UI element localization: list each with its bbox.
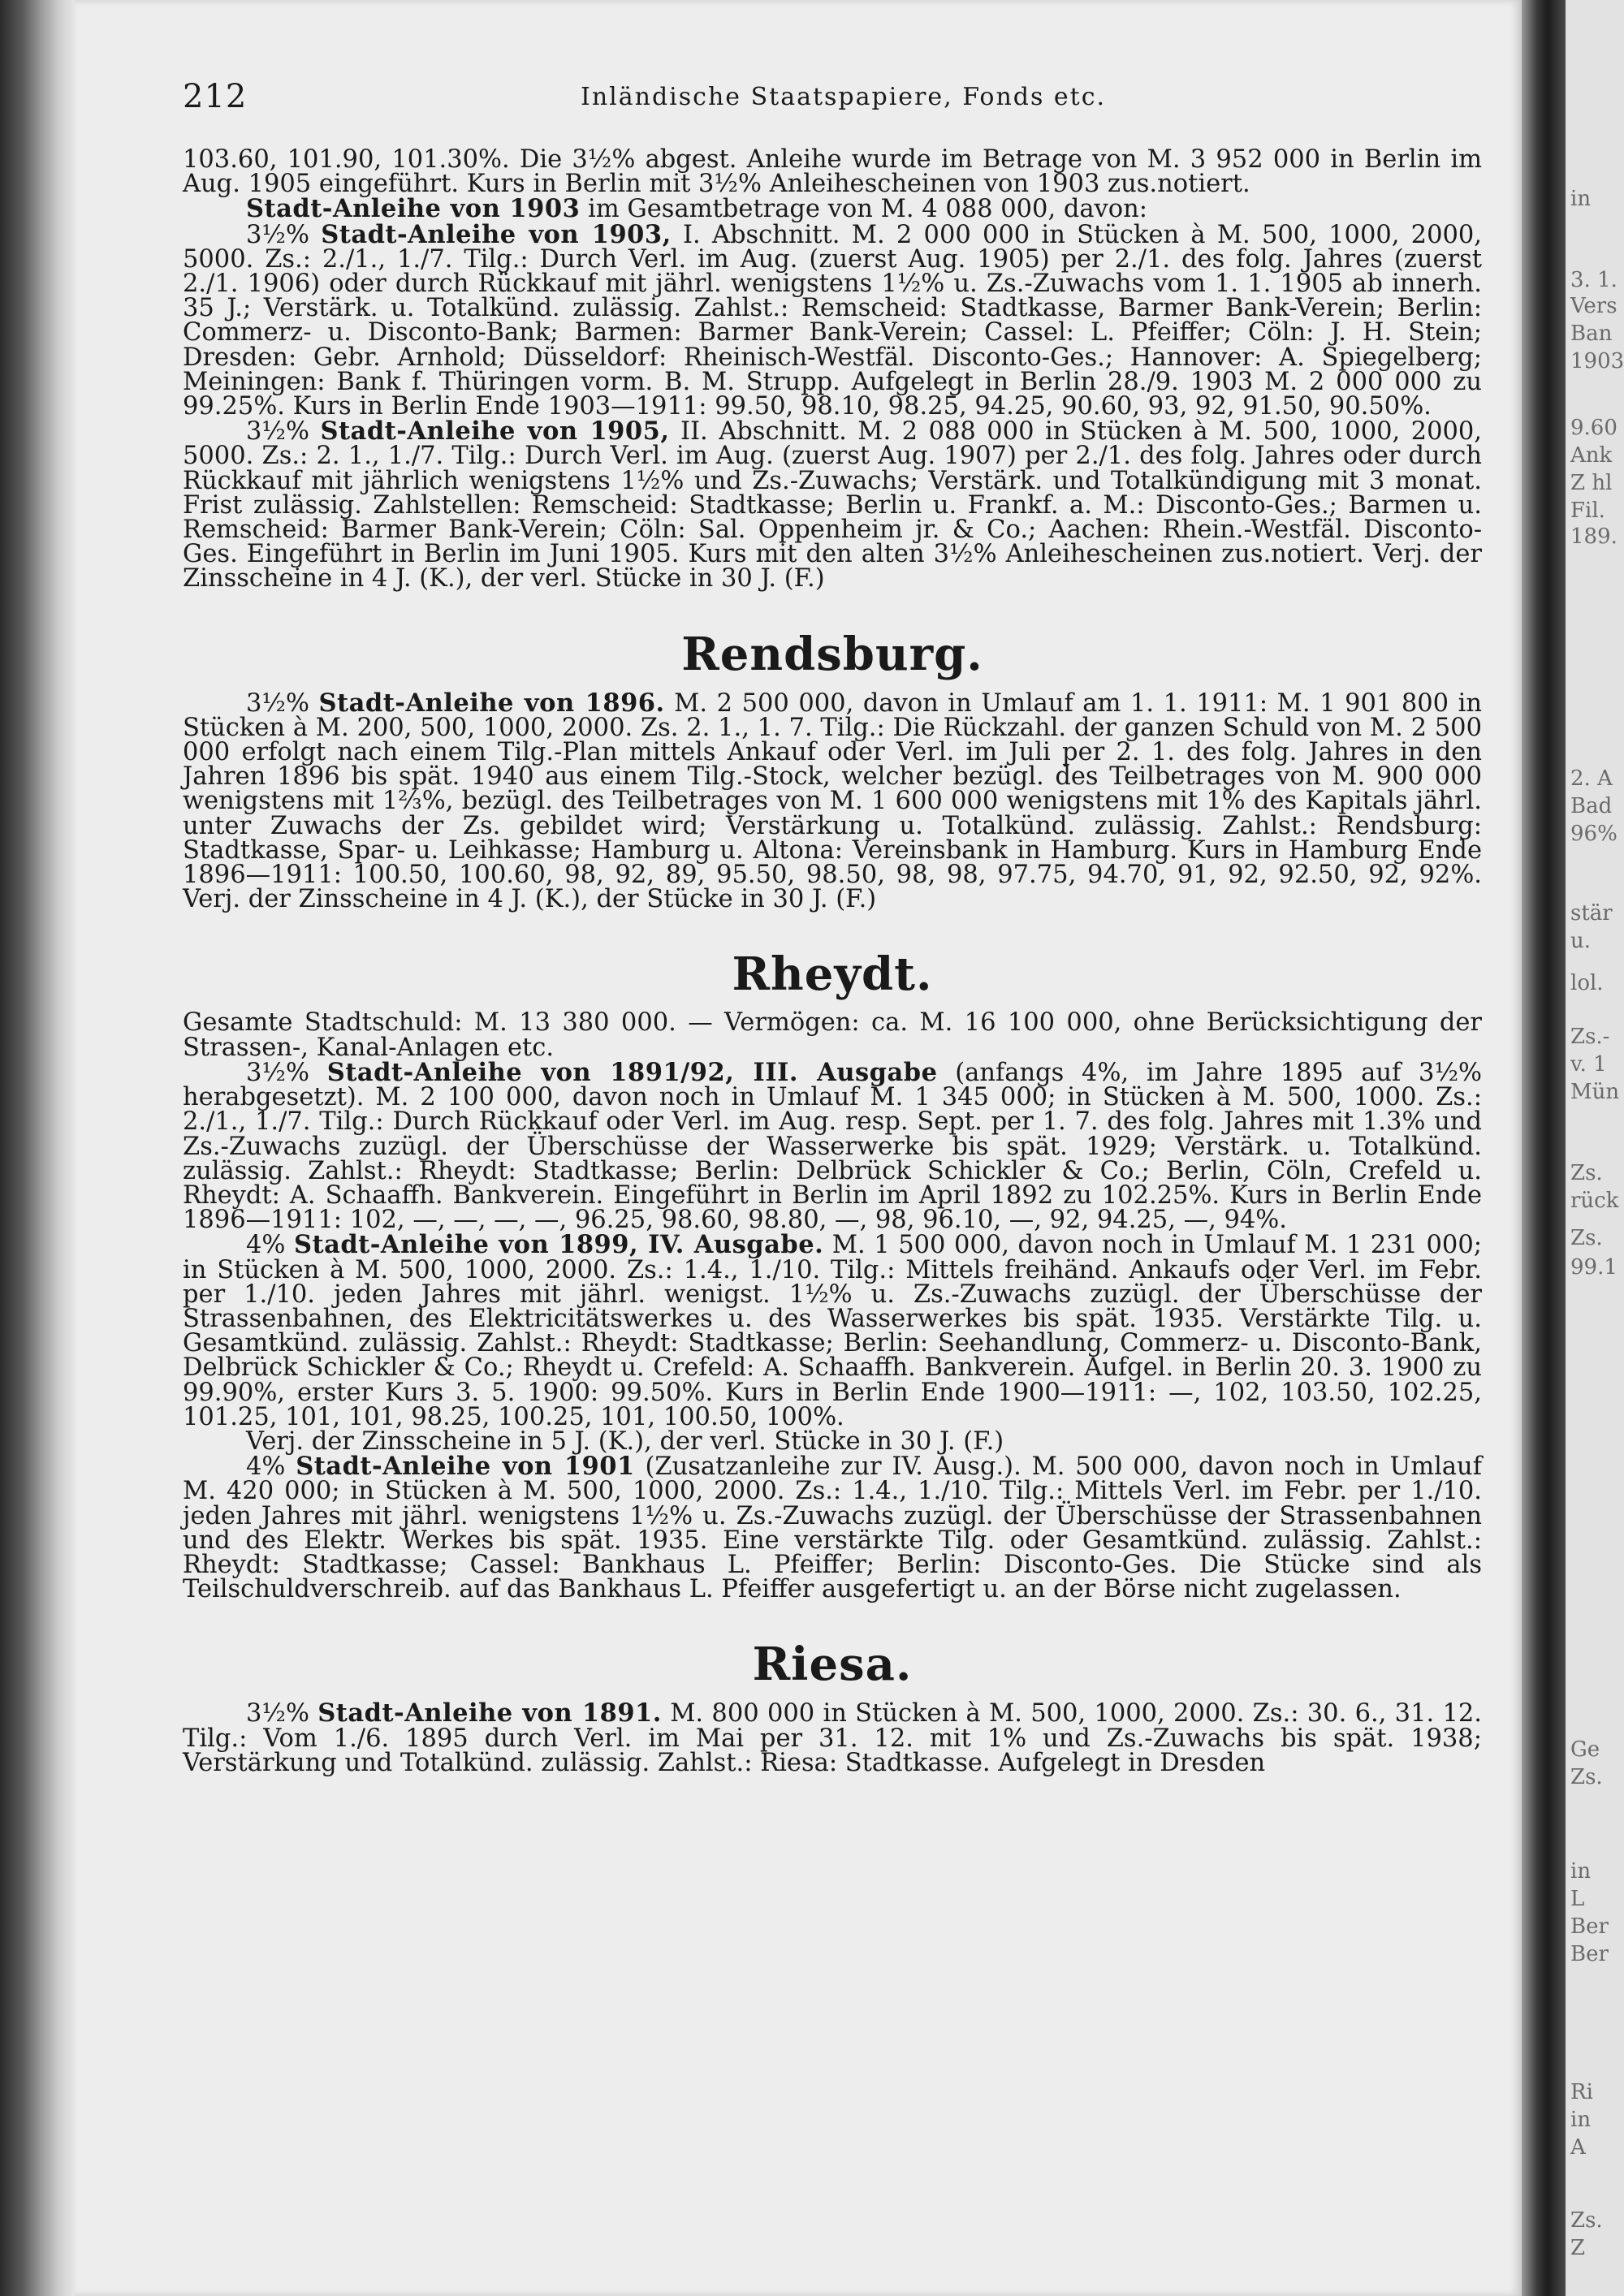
next-page-fragment: Zs.: [1570, 1161, 1603, 1185]
interest-rate: 3½%: [246, 688, 319, 718]
next-page-fragment: u.: [1570, 929, 1592, 953]
loan-entry: [183, 1057, 1482, 1235]
next-page-fragment: Vers: [1570, 294, 1618, 318]
loan-title: Stadt-Anleihe von 1903,: [321, 219, 672, 249]
loan-entry: [183, 1698, 1482, 1777]
next-page-fragment: Zs.: [1570, 1226, 1603, 1250]
next-page-fragment: Zs.-: [1570, 1025, 1610, 1049]
next-page-fragment: Ber: [1570, 1914, 1609, 1939]
next-page-fragment: 1903: [1570, 349, 1624, 373]
next-page-fragment: in: [1570, 2108, 1592, 2132]
interest-rate: 3½%: [246, 417, 321, 447]
next-page-fragment: Ri: [1570, 2080, 1593, 2104]
next-page-fragment: 96%: [1570, 822, 1618, 846]
loan-text: (Zusatzanleihe zur IV. Ausg.). M. 500 000, davon noch in Umlauf M. 420 000; in Stücken à M. 500, 1000, 2000. Zs.: 1.4., 1./10. Tilg.: Mittels Verl. im Febr. per 1./10. jeden Jahres mit jährl. wenigstens 1½% u. Zs.-Zuwachs zuzügl. der Überschüsse der Strassenbahnen und des Elektr. Werkes bis spät. 1935. Eine verstärkte Tilg. oder Gesamtkünd. zulässig. Zahlst.: Rheydt: Stadtkasse; Cassel: Bankhaus L. Pfeiffer; Berlin: Disconto-Ges. Die Stücke sind als Teilschuldverschreib. auf das Bankhaus L. Pfeiffer ausgefertigt u. an der Börse nicht zugelassen.: [183, 1452, 1482, 1604]
loan-title: Stadt-Anleihe von 1891.: [317, 1698, 662, 1728]
next-page-fragment: 2. A: [1570, 766, 1613, 791]
city-heading-rendsburg: Rendsburg.: [681, 627, 983, 681]
next-page-fragment: Bad: [1570, 794, 1613, 818]
next-page-fragment: Z hl: [1570, 471, 1613, 495]
next-page-fragment: stär: [1570, 901, 1613, 926]
loan-title: Stadt-Anleihe von 1903: [246, 194, 581, 224]
page-gutter: [1522, 0, 1566, 2296]
interest-rate: 4%: [246, 1452, 296, 1482]
loan-entry: [183, 688, 1482, 914]
loan-entry: [183, 1454, 1482, 1602]
loan-group-heading: [183, 196, 1482, 222]
next-page-fragment: Ban: [1570, 322, 1613, 346]
next-page-fragment: Z: [1570, 2236, 1586, 2260]
city-heading-rheydt: Rheydt.: [732, 947, 933, 1002]
next-page-fragment: 99.1: [1570, 1255, 1618, 1280]
next-page-fragment: v. 1: [1570, 1052, 1607, 1077]
loan-title: Stadt-Anleihe von 1901: [296, 1452, 635, 1482]
interest-rate: 3½%: [246, 1058, 327, 1087]
next-page-fragment: Zs.: [1570, 2208, 1603, 2233]
interest-rate: 4%: [246, 1231, 294, 1260]
loan-entry: [183, 219, 1483, 421]
next-page-fragment: Ge: [1570, 1737, 1600, 1762]
next-page-fragment: Fil.: [1570, 498, 1605, 523]
next-page-fragment: 189.: [1570, 524, 1618, 549]
loan-text: M. 1 500 000, davon noch in Umlauf M. 1 231 000; in Stücken à M. 500, 1000, 2000. Zs.: 1.4., 1./10. Tilg.: Mittels freihänd. Ankaufs oder Verl. im Febr. per 1./10. jeden Jahres mit jährl. wenigst. 1½% u. Zs.-Zuwachs zuzügl. der Überschüsse der Strassenbahnen, des Elektricitätswerkes u. des Wasserwerkes bis spät. 1935. Verstärkte Tilg. u. Gesamtkünd. zulässig. Zahlst.: Rheydt: Stadtkasse; Berlin: Seehandlung, Commerz- u. Disconto-Bank, Delbrück Schickler & Co.; Rheydt u. Crefeld: A. Schaaffh. Bankverein. Aufgel. in Berlin 20. 3. 1900 zu 99.90%, erster Kurs 3. 5. 1900: 99.50%. Kurs in Berlin Ende 1900—1911: —, 102, 103.50, 102.25, 101.25, 101, 101, 98.25, 100.25, 101, 100.50, 100%.: [183, 1231, 1482, 1431]
loan-entry: [183, 416, 1482, 593]
next-page-fragment: Mün: [1570, 1080, 1620, 1104]
page-number: 212: [183, 78, 248, 115]
continued-paragraph: 103.60, 101.90, 101.30%. Die 3½% abgest. Anleihe wurde im Betrage von M. 3 952 000 in Berlin im Aug. 1905 eingeführt. Kurs in Berlin mit 3½% Anleihescheinen von 1903 zus.notiert.: [183, 145, 1482, 199]
loan-title: Stadt-Anleihe von 1896.: [318, 688, 665, 718]
interest-rate: 3½%: [246, 220, 322, 249]
loan-entry: [183, 1232, 1482, 1430]
next-page-fragment: in: [1570, 187, 1592, 211]
loan-text: I. Abschnitt. M. 2 000 000 in Stücken à M. 500, 1000, 2000, 5000. Zs.: 2./1., 1./7. Tilg.: Durch Verl. im Aug. (zuerst Aug. 1905) per 2./1. des folg. Jahres (zuerst 2./1. 1906) oder durch Rückkauf mit jährl. wenigstens 1½% u. Zs.-Zuwachs vom 1. 1. 1905 ab innerh. 35 J.; Verstärk. u. Totalkünd. zulässig. Zahlst.: Remscheid: Stadtkasse, Barmer Bank-Verein; Berlin: Commerz- u. Disconto-Bank; Barmen: Barmer Bank-Verein; Cassel: L. Pfeiffer; Cöln: J. H. Stein; Dresden: Gebr. Arnhold; Düsseldorf: Rheinisch-Westfäl. Disconto-Ges.; Hannover: A. Spiegelberg; Meiningen: Bank f. Thüringen vorm. B. M. Strupp. Aufgelegt in Berlin 28./9. 1903 M. 2 000 000 zu 99.25%. Kurs in Berlin Ende 1903—1911: 99.50, 98.10, 98.25, 94.25, 90.60, 93, 92, 91.50, 90.50%.: [183, 220, 1483, 421]
running-title: Inländische Staatspapiere, Fonds etc.: [581, 83, 1107, 111]
next-page-fragment: L: [1570, 1887, 1585, 1911]
page-body: [183, 145, 1483, 1777]
loan-title: Stadt-Anleihe von 1891/92, III. Ausgabe: [326, 1057, 938, 1087]
next-page-fragment: A: [1570, 2135, 1586, 2160]
loan-text: II. Abschnitt. M. 2 088 000 in Stücken à M. 500, 1000, 2000, 5000. Zs.: 2. 1., 1./7. Tilg.: Durch Verl. im Aug. (zuerst Aug. 1907) per 2./1. des folg. Jahres oder durch Rückkauf mit jährlich wenigstens 1½% und Zs.-Zuwachs; Verstärk. und Totalkündigung mit 3 monat. Frist zulässig. Zahlstellen: Remscheid: Stadtkasse; Berlin u. Frankf. a. M.: Disconto-Ges.; Barmen u. Remscheid: Barmer Bank-Verein; Cöln: Sal. Oppenheim jr. & Co.; Aachen: Rhein.-Westfäl. Disconto-Ges. Eingeführt in Berlin im Juni 1905. Kurs mit den alten 3½% Anleihescheinen zus.notiert. Verj. der Zinsscheine in 4 J. (K.), der verl. Stücke in 30 J. (F.): [183, 417, 1482, 593]
loan-title-rest: im Gesamtbetrage von M. 4 088 000, davon:: [580, 195, 1148, 224]
interest-rate: 3½%: [246, 1699, 318, 1728]
loan-title: Stadt-Anleihe von 1905,: [320, 416, 670, 447]
loan-text: (anfangs 4%, im Jahre 1895 auf 3½% herabgesetzt). M. 2 100 000, davon noch in Umlauf M. 1 345 000; in Stücken à M. 500, 1000. Zs.: 2./1., 1./7. Tilg.: Durch Rückkauf oder Verl. im Aug. resp. Sept. per 1. 7. des folg. Jahres mit 1.3% und Zs.-Zuwachs zuzügl. der Überschüsse der Wasserwerke bis spät. 1929; Verstärk. u. Totalkünd. zulässig. Zahlst.: Rheydt: Stadtkasse; Berlin: Delbrück Schickler & Co.; Berlin, Cöln, Crefeld u. Rheydt: A. Schaaffh. Bankverein. Eingeführt in Berlin im April 1892 zu 102.25%. Kurs in Berlin Ende 1896—1911: 102, —, —, —, —, 96.25, 98.60, 98.80, —, 98, 96.10, —, 92, 94.25, —, 94%.: [183, 1058, 1482, 1235]
next-page-fragment: Ank: [1570, 443, 1613, 468]
book-binding-edge: [0, 0, 75, 2296]
loan-note: Verj. der Zinsscheine in 5 J. (K.), der verl. Stücke in 30 J. (F.): [246, 1426, 1004, 1456]
city-debt-summary: Gesamte Stadtschuld: M. 13 380 000. — Vermögen: ca. M. 16 100 000, ohne Berücksichtigung der Strassen-, Kanal-Anlagen etc.: [183, 1008, 1482, 1062]
loan-title: Stadt-Anleihe von 1899, IV. Ausgabe.: [293, 1230, 824, 1260]
next-page-fragment: rück: [1570, 1189, 1619, 1213]
loan-text: M. 800 000 in Stücken à M. 500, 1000, 2000. Zs.: 30. 6., 31. 12. Tilg.: Vom 1./6. 1895 durch Verl. im Mai per 31. 12. mit 1% und Zs.-Zuwachs bis spät. 1938; Verstärkung und Totalkünd. zulässig. Zahlst.: Riesa: Stadtkasse. Aufgelegt in Dresden: [183, 1699, 1482, 1777]
next-page-fragment: Ber: [1570, 1942, 1609, 1966]
city-heading-riesa: Riesa.: [752, 1638, 913, 1692]
next-page-fragment: 3. 1.: [1570, 268, 1618, 292]
next-page-fragment: Zs.: [1570, 1765, 1603, 1789]
adjacent-page-edge: [1566, 0, 1624, 2296]
next-page-fragment: in: [1570, 1859, 1592, 1884]
next-page-fragment: 9.60: [1570, 416, 1618, 440]
loan-text: M. 2 500 000, davon in Umlauf am 1. 1. 1911: M. 1 901 800 in Stücken à M. 200, 500, 1000, 2000. Zs. 2. 1., 1. 7. Tilg.: Die Rückzahl. der ganzen Schuld von M. 2 500 000 erfolgt nach einem Tilg.-Plan mittels Ankauf oder Verl. im Juli per 2. 1. des folg. Jahres in den Jahren 1896 bis spät. 1940 aus einem Tilg.-Stock, welcher bezügl. des Teilbetrages von M. 900 000 wenigstens mit 1⅔%, bezügl. des Teilbetrages von M. 1 600 000 wenigstens mit 1% des Kapitals jährl. unter Zuwachs der Zs. gebildet wird; Verstärkung u. Totalkünd. zulässig. Zahlst.: Rendsburg: Stadtkasse, Spar- u. Leihkasse; Hamburg u. Altona: Vereinsbank in Hamburg. Kurs in Hamburg Ende 1896—1911: 100.50, 100.60, 98, 92, 89, 95.50, 98.50, 98, 98, 97.75, 94.70, 91, 92, 92.50, 92, 92%. Verj. der Zinsscheine in 4 J. (K.), der Stücke in 30 J. (F.): [183, 688, 1482, 914]
next-page-fragment: lol.: [1570, 971, 1604, 995]
